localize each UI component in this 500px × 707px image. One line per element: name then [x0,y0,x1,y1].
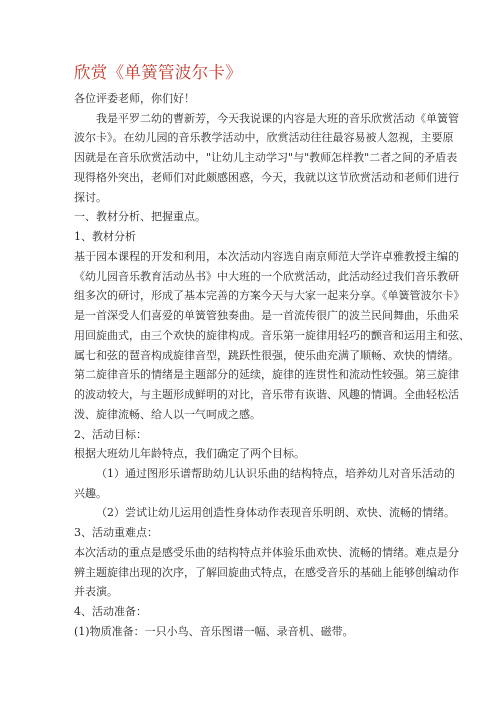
paragraph-line: 属七和弦的琶音构成旋律音型，跳跃性很强，使乐曲充满了顺畅、欢快的情绪。 [74,349,459,362]
paragraph-line: 根据大班幼儿年龄特点，我们确定了两个目标。 [74,447,305,460]
paragraph-line: 探讨。 [74,191,107,204]
paragraph-line: 基于园本课程的开发和利用，本次活动内容选自南京师范大学许卓雅教授主编的 [74,250,459,263]
paragraph-line: 因就是在音乐欣赏活动中，"让幼儿主动学习"与"教师怎样教"二者之间的矛盾表 [74,151,458,164]
paragraph-line: 用回旋曲式，由三个欢快的旋律构成。音乐第一旋律用轻巧的颤音和运用主和弦、 [74,329,470,342]
paragraph-line: 是一首深受人们喜爱的单簧管独奏曲。是一首流传很广的波兰民间舞曲，乐曲采 [74,309,459,322]
paragraph-line: 《幼儿园音乐教育活动丛书》中大班的一个欣赏活动，此活动经过我们音乐教研 [74,270,459,283]
paragraph-line: 现得格外突出，老师们对此颇感困惑，今天，我就以这节欣赏活动和老师们进行 [74,171,459,184]
paragraph-line: 我是平罗二幼的曹新芳，今天我说课的内容是大班的音乐欣赏活动《单簧管 [96,112,459,125]
subsection-heading: 2、活动目标： [74,428,147,441]
paragraph-line: 的波动较大，与主题形成鲜明的对比，音乐带有诙谐、风趣的情调。全曲轻松活 [74,388,459,401]
subsection-heading: 1、教材分析 [74,230,136,243]
document-title: 欣赏《单簧管波尔卡》 [74,63,242,82]
paragraph-line: 各位评委老师，你们好！ [74,92,195,105]
paragraph-line: 波尔卡》。在幼儿园的音乐教学活动中，欣赏活动往往最容易被人忽视，主要原 [74,131,454,144]
paragraph-line: (1)物质准备：一只小鸟、音乐图谱一幅、录音机、磁带。 [74,625,354,638]
list-item: （2）尝试让幼儿运用创造性身体动作表现音乐明朗、欢快、流畅的情绪。 [96,506,455,519]
paragraph-line: 兴趣。 [74,487,107,500]
subsection-heading: 3、活动重难点： [74,526,158,539]
subsection-heading: 4、活动准备： [74,605,147,618]
paragraph-line: 组多次的研讨，形成了基本完善的方案今天与大家一起来分享。《单簧管波尔卡》 [74,289,465,302]
section-heading: 一、教材分析、把握重点。 [74,210,206,223]
paragraph-line: 并表演。 [74,585,118,598]
paragraph-line: 第二旋律音乐的情绪是主题部分的延续，旋律的连贯性和流动性较强。第三旋律 [74,368,459,381]
paragraph-line: 本次活动的重点是感受乐曲的结构特点并体验乐曲欢快、流畅的情绪。难点是分 [74,546,459,559]
list-item: （1）通过图形乐谱帮助幼儿认识乐曲的结构特点，培养幼儿对音乐活动的 [96,467,455,480]
paragraph-line: 辨主题旋律出现的次序，了解回旋曲式特点，在感受音乐的基础上能够创编动作 [74,566,459,579]
paragraph-line: 泼、旋律流畅、给人以一气呵成之感。 [74,408,261,421]
